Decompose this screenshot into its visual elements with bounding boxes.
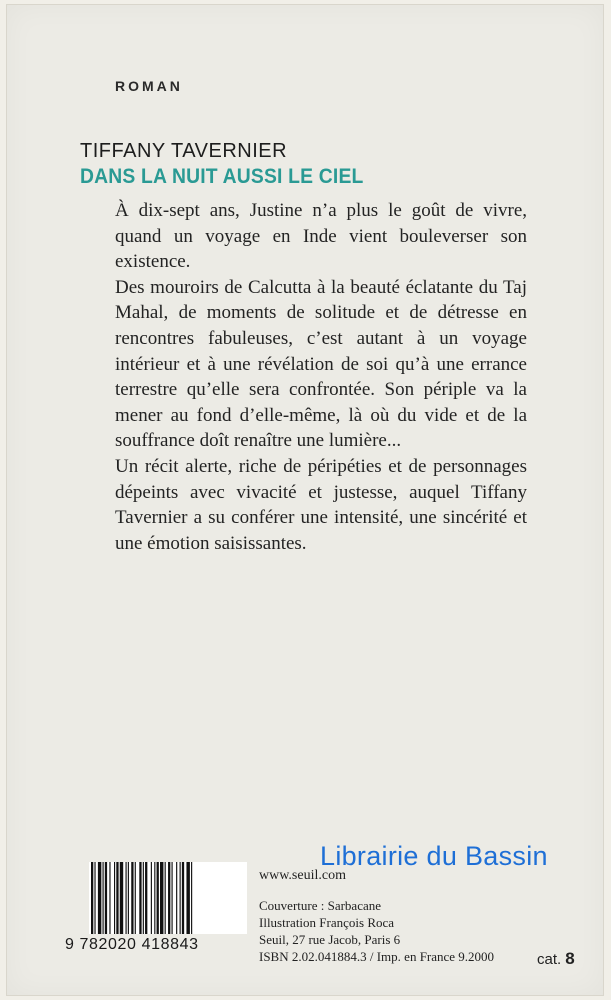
bookseller-watermark: Librairie du Bassin <box>320 841 548 871</box>
barcode-bar <box>182 862 184 934</box>
barcode-bar <box>139 862 141 934</box>
barcode-bar <box>105 862 107 934</box>
blurb-text <box>115 198 527 556</box>
barcode-bar <box>128 862 129 934</box>
author-name: TIFFANY TAVERNIER <box>80 140 288 162</box>
cat-label: cat. <box>537 951 562 968</box>
cat-value: 8 <box>565 949 575 968</box>
barcode-bar <box>120 862 123 934</box>
barcode-bar <box>94 862 95 934</box>
barcode-bar <box>126 862 127 934</box>
barcode-bar <box>165 862 166 934</box>
barcode-bar <box>154 862 155 934</box>
barcode-bar <box>176 862 177 934</box>
blurb-paragraph: Des mouroirs de Calcutta à la beauté éclatante du Taj Mahal, de moments de solitude et de détresse en rencontres fabuleuses, c’est autant à un voyage intérieur et à une révélation de soi qu’à une errance terrestre qu’elle sera confrontée. Son périple va la mener au fond d’elle-même, là où du vide et de la souffrance doît renaître une lumière... <box>115 276 527 452</box>
blurb-paragraph: À dix-sept ans, Justine n’a plus le goût de vivre, quand un voyage en Inde vient bouleverser son existence. <box>115 200 527 273</box>
credit-line: ISBN 2.02.041884.3 / Imp. en France 9.2000 <box>259 949 495 964</box>
barcode-bar <box>180 862 181 934</box>
barcode-bar <box>116 862 118 934</box>
barcode-bar <box>103 862 104 934</box>
genre-label: ROMAN <box>115 78 183 94</box>
barcode-bar <box>186 862 189 934</box>
publisher-url: www.seuil.com <box>259 868 346 883</box>
barcode-bar <box>109 862 110 934</box>
credit-line: Seuil, 27 rue Jacob, Paris 6 <box>259 932 401 947</box>
barcode-bar <box>135 862 136 934</box>
barcode-bar <box>131 862 133 934</box>
credit-line: Couverture : Sarbacane <box>259 898 382 913</box>
barcode-bar <box>160 862 163 934</box>
barcode-bar <box>91 862 93 934</box>
barcode-bar <box>98 862 101 934</box>
blurb-paragraph: Un récit alerte, riche de péripéties et de personnages dépeints avec vivacité et justesse, auquel Tiffany Tavernier a su conférer une intensité, une sincérité et une émotion saisissantes. <box>115 455 527 554</box>
category-label <box>537 949 575 969</box>
barcode-bar <box>172 862 173 934</box>
barcode-bar <box>114 862 115 934</box>
barcode-bar <box>143 862 144 934</box>
barcode-bar <box>168 862 170 934</box>
credits-block <box>259 897 494 965</box>
barcode-bar <box>151 862 152 934</box>
barcode-bar <box>191 862 192 934</box>
book-back-cover <box>6 4 604 996</box>
barcode-bar <box>145 862 147 934</box>
book-title: DANS LA NUIT AUSSI LE CIEL <box>80 165 364 188</box>
barcode-digits: 9 782020 418843 <box>65 936 199 953</box>
barcode-image <box>89 862 247 934</box>
credit-line: Illustration François Roca <box>259 915 395 930</box>
barcode-block <box>65 860 248 960</box>
barcode-bar <box>157 862 159 934</box>
